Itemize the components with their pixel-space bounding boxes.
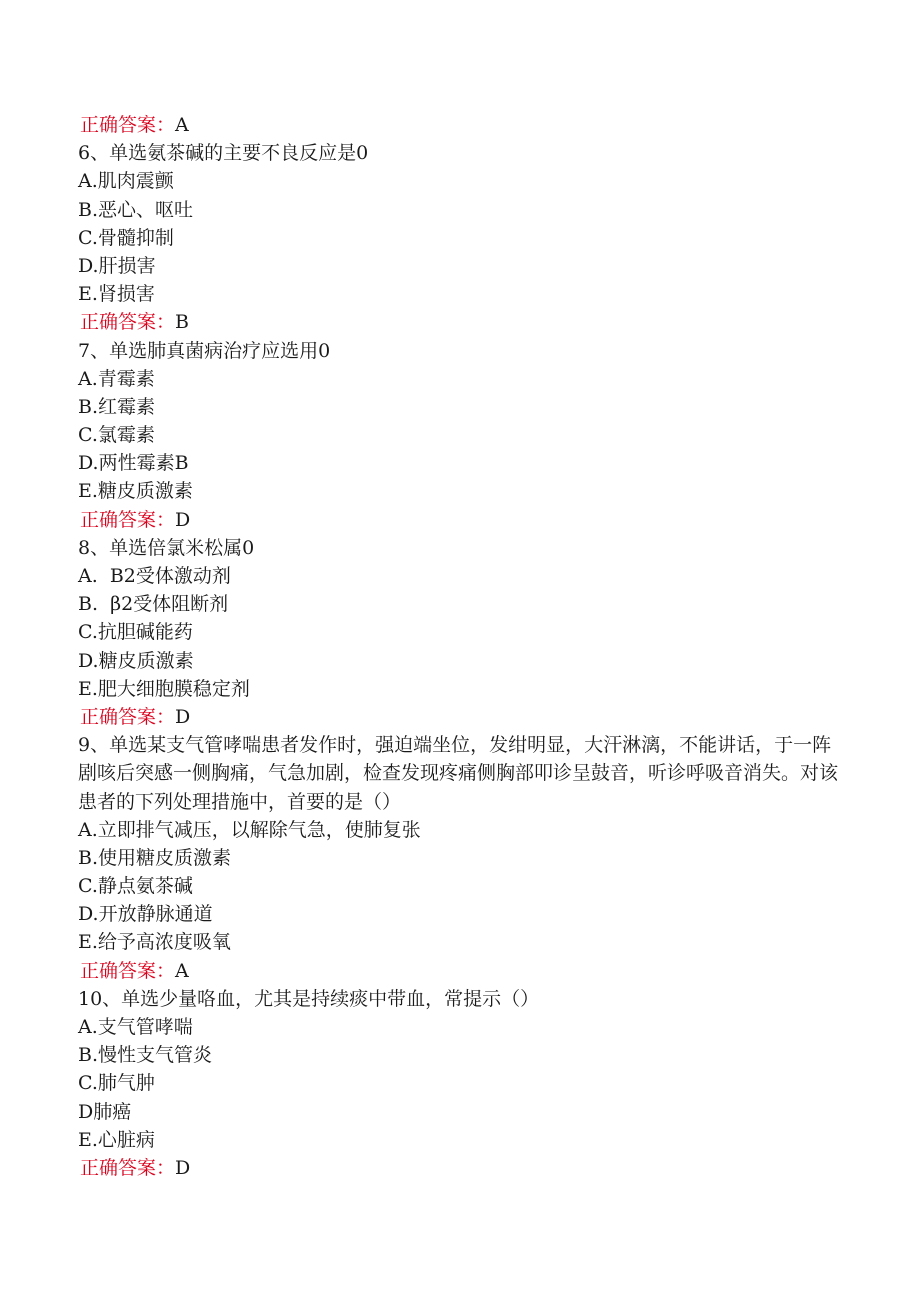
answer-label: 正确答案： bbox=[80, 1156, 176, 1179]
option-9-d: D.开放静脉通道 bbox=[78, 903, 213, 926]
question-7: 7、单选肺真菌病治疗应选用0 bbox=[78, 339, 331, 362]
answer-label: 正确答案： bbox=[80, 311, 176, 334]
answer-value: A bbox=[175, 114, 189, 136]
option-6-c: C.骨髓抑制 bbox=[78, 226, 174, 249]
option-10-d: D肺癌 bbox=[78, 1100, 132, 1123]
option-8-d: D.糖皮质激素 bbox=[78, 649, 194, 672]
document-body bbox=[78, 111, 858, 1182]
option-9-c: C.静点氨茶碱 bbox=[78, 875, 193, 898]
option-7-d: D.两性霉素B bbox=[78, 452, 189, 475]
option-8-b: B. β2受体阻断剂 bbox=[78, 593, 229, 616]
option-7-e: E.糖皮质激素 bbox=[78, 480, 193, 503]
answer-line-q8 bbox=[78, 703, 858, 731]
option-10-a: A.支气管哮喘 bbox=[78, 1016, 193, 1039]
option-8-c: C.抗胆碱能药 bbox=[78, 621, 193, 644]
option-6-a: A.肌肉震颤 bbox=[78, 170, 174, 193]
option-7-b: B.红霉素 bbox=[78, 395, 156, 418]
option-10-b: B.慢性支气管炎 bbox=[78, 1044, 213, 1067]
question-8: 8、单选倍氯米松属0 bbox=[78, 536, 255, 559]
answer-value: B bbox=[175, 311, 189, 334]
option-9-b: B.使用糖皮质激素 bbox=[78, 846, 232, 869]
answer-value: D bbox=[175, 705, 191, 728]
option-6-d: D.肝损害 bbox=[78, 254, 156, 277]
answer-label: 正确答案： bbox=[80, 508, 176, 531]
answer-label: 正确答案： bbox=[80, 114, 176, 136]
option-10-e: E.心脏病 bbox=[78, 1128, 155, 1151]
answer-line-q10 bbox=[78, 1154, 858, 1182]
option-6-b: B.恶心、呕吐 bbox=[78, 198, 194, 221]
answer-value: A bbox=[175, 959, 189, 982]
answer-label: 正确答案： bbox=[80, 705, 176, 728]
option-10-c: C.肺气肿 bbox=[78, 1072, 155, 1095]
option-8-e: E.肥大细胞膜稳定剂 bbox=[78, 677, 250, 700]
option-8-a: A. B2受体激动剂 bbox=[78, 565, 231, 587]
option-9-a: A.立即排气减压，以解除气急，使肺复张 bbox=[78, 818, 421, 841]
option-7-c: C.氯霉素 bbox=[78, 424, 155, 447]
option-6-e: E.肾损害 bbox=[78, 283, 155, 306]
question-9: 9、单选某支气管哮喘患者发作时，强迫端坐位，发绀明显，大汗淋漓，不能讲话，于一阵剧咳后突感一侧胸痛，气急加剧，检查发现疼痛侧胸部叩诊呈鼓音，听诊呼吸音消失。对该患者的下列处理措施中，首要的是（） bbox=[78, 734, 839, 813]
question-10: 10、单选少量咯血，尤其是持续痰中带血，常提示（） bbox=[78, 987, 540, 1010]
answer-line-q7 bbox=[78, 506, 858, 534]
answer-label: 正确答案： bbox=[80, 959, 176, 982]
option-9-e: E.给予高浓度吸氧 bbox=[78, 931, 231, 954]
question-6: 6、单选氨茶碱的主要不良反应是0 bbox=[78, 142, 369, 165]
answer-value: D bbox=[175, 1156, 191, 1179]
answer-line-q9 bbox=[78, 957, 858, 985]
answer-line-q5 bbox=[78, 111, 858, 139]
option-7-a: A.青霉素 bbox=[78, 367, 155, 390]
answer-line-q6 bbox=[78, 308, 858, 336]
answer-value: D bbox=[175, 508, 191, 531]
